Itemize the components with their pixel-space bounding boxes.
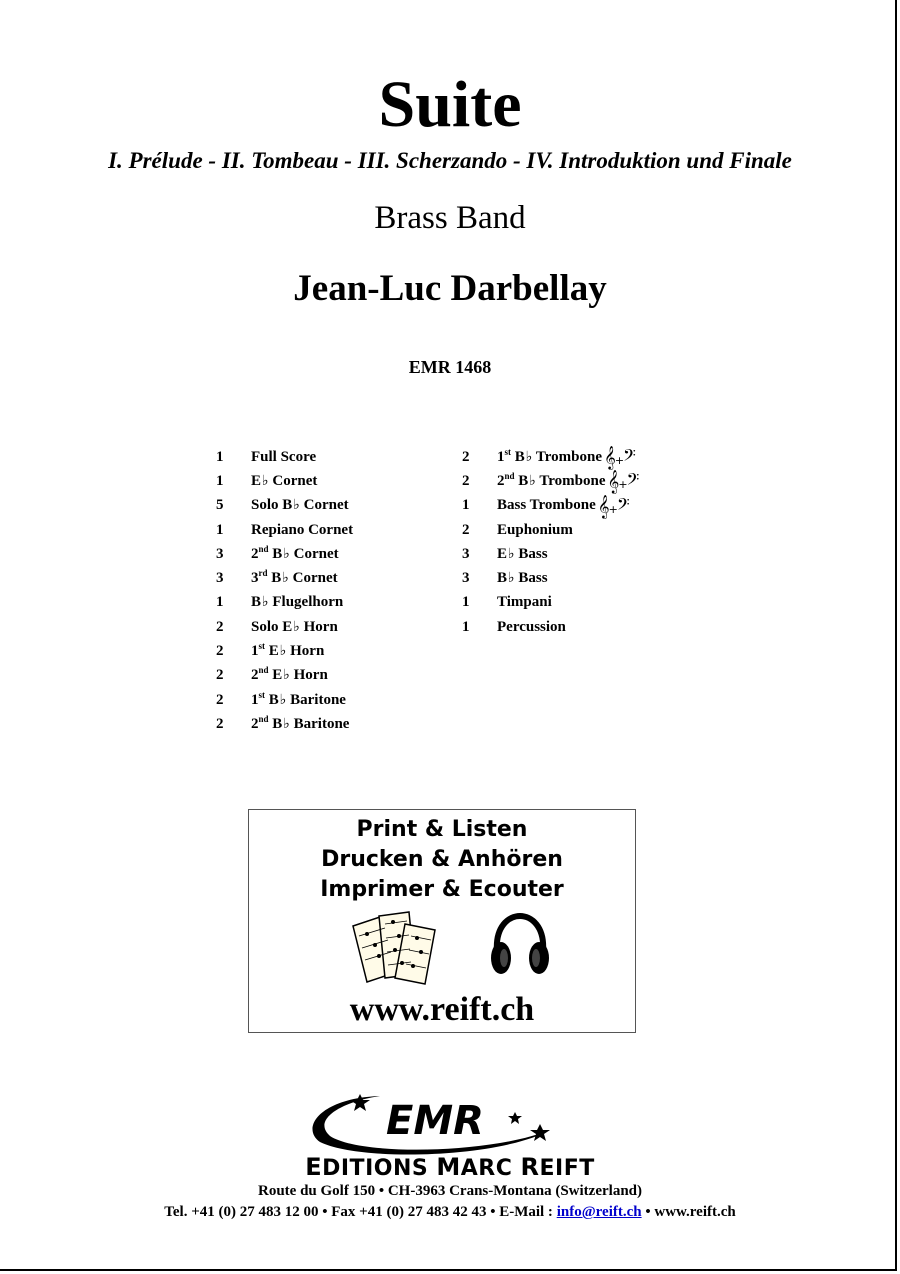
- part-row: [462, 518, 638, 542]
- part-row: [462, 542, 638, 566]
- part-row: [216, 494, 353, 518]
- promo-box: [248, 809, 636, 1033]
- composer: Jean-Luc Darbellay: [293, 268, 607, 309]
- part-name: 2nd B♭ Trombone: [497, 470, 606, 489]
- part-name: Repiano Cornet: [251, 521, 354, 538]
- promo-line-german: Drucken & Anhören: [321, 847, 563, 872]
- clefs-icon: 𝄞+𝄢: [597, 493, 629, 518]
- flat-icon: ♭: [508, 546, 515, 562]
- bass-clef-icon: 𝄢: [623, 445, 635, 470]
- part-row: [216, 712, 353, 736]
- flat-icon: ♭: [279, 692, 287, 708]
- headphones-icon: [489, 912, 551, 980]
- part-row: [216, 469, 353, 493]
- flat-icon: ♭: [282, 571, 289, 587]
- part-quantity: 2: [216, 643, 224, 660]
- part-name: E♭ Bass: [497, 545, 548, 562]
- flat-icon: ♭: [293, 619, 300, 635]
- flat-icon: ♭: [529, 473, 536, 489]
- flat-icon: ♭: [262, 595, 269, 611]
- part-quantity: 2: [216, 667, 224, 684]
- part-quantity: 2: [462, 521, 470, 538]
- flat-icon: ♭: [279, 644, 287, 660]
- part-name: Full Score: [251, 448, 317, 465]
- part-quantity: 2: [216, 715, 224, 732]
- part-quantity: 1: [462, 594, 470, 611]
- flat-icon: ♭: [283, 668, 290, 684]
- part-quantity: 3: [462, 570, 470, 587]
- part-row: [216, 518, 353, 542]
- publisher-name: EDITIONS MARC REIFT: [305, 1153, 595, 1181]
- part-name: 2nd E♭ Horn: [251, 665, 328, 684]
- publisher-contact: Tel. +41 (0) 27 483 12 00 • Fax +41 (0) 27 483 42 43 • E-Mail : info@reift.ch • www.reift.ch: [164, 1204, 736, 1220]
- part-row: [216, 664, 353, 688]
- part-name: Solo E♭ Horn: [251, 618, 338, 635]
- subtitle: I. Prélude - II. Tombeau - III. Scherzando - IV. Introduktion und Finale: [108, 148, 792, 173]
- promo-line-english: Print & Listen: [356, 817, 528, 842]
- logo-text: EMR: [386, 1098, 484, 1144]
- part-row: [462, 615, 638, 639]
- flat-icon: ♭: [293, 498, 300, 514]
- part-name: Solo B♭ Cornet: [251, 497, 349, 514]
- part-quantity: 3: [216, 570, 224, 587]
- catalog-number: EMR 1468: [408, 357, 492, 377]
- part-quantity: 5: [216, 497, 224, 514]
- part-row: [216, 445, 353, 469]
- flat-icon: ♭: [283, 716, 290, 732]
- promo-line-french: Imprimer & Ecouter: [320, 877, 564, 902]
- treble-clef-icon: 𝄞: [603, 445, 615, 470]
- part-name: E♭ Cornet: [251, 472, 318, 489]
- part-quantity: 1: [216, 594, 224, 611]
- bass-clef-icon: 𝄢: [626, 469, 639, 494]
- flat-icon: ♭: [525, 449, 533, 465]
- promo-url[interactable]: www.reift.ch: [349, 991, 535, 1028]
- part-name: 2nd B♭ Cornet: [251, 543, 339, 562]
- flat-icon: ♭: [508, 571, 515, 587]
- part-quantity: 2: [216, 618, 224, 635]
- part-quantity: 3: [216, 545, 224, 562]
- part-quantity: 1: [216, 521, 224, 538]
- part-quantity: 1: [462, 618, 470, 635]
- flat-icon: ♭: [262, 473, 269, 489]
- ensemble: Brass Band: [374, 200, 526, 236]
- part-name: 1st B♭ Baritone: [251, 689, 346, 708]
- part-name: Timpani: [497, 594, 552, 611]
- part-quantity: 1: [462, 497, 470, 514]
- part-row: [216, 542, 353, 566]
- part-row: [216, 615, 353, 639]
- part-row: [216, 566, 353, 590]
- parts-list-right: [462, 445, 638, 639]
- sheet-music-icon: [349, 910, 444, 985]
- part-row: [462, 469, 638, 493]
- part-quantity: 1: [216, 448, 224, 465]
- email-link[interactable]: info@reift.ch: [556, 1204, 642, 1220]
- part-row: [216, 591, 353, 615]
- part-row: [462, 566, 638, 590]
- part-row: [216, 688, 353, 712]
- part-name: Percussion: [497, 618, 566, 635]
- part-name: B♭ Bass: [497, 570, 548, 587]
- part-name: Euphonium: [497, 521, 573, 538]
- part-name: B♭ Flugelhorn: [251, 594, 344, 611]
- clefs-icon: 𝄞+𝄢: [607, 469, 639, 494]
- part-quantity: 3: [462, 545, 470, 562]
- page-title: Suite: [378, 68, 522, 141]
- flat-icon: ♭: [283, 546, 290, 562]
- emr-logo: [300, 1090, 570, 1156]
- part-name: 2nd B♭ Baritone: [251, 713, 350, 732]
- part-name: 3rd B♭ Cornet: [251, 568, 338, 587]
- part-quantity: 2: [216, 691, 224, 708]
- bass-clef-icon: 𝄢: [616, 493, 629, 518]
- part-quantity: 1: [216, 472, 224, 489]
- part-row: [462, 445, 638, 469]
- treble-clef-icon: 𝄞: [607, 469, 619, 494]
- part-quantity: 2: [462, 448, 470, 465]
- publisher-address: Route du Golf 150 • CH-3963 Crans-Montana (Switzerland): [258, 1183, 642, 1199]
- clefs-icon: 𝄞+𝄢: [603, 445, 635, 470]
- part-quantity: 2: [462, 472, 470, 489]
- part-name: Bass Trombone: [497, 497, 596, 514]
- part-row: [216, 639, 353, 663]
- part-row: [462, 591, 638, 615]
- parts-list-left: [216, 445, 353, 737]
- part-name: 1st B♭ Trombone: [497, 446, 602, 465]
- part-row: [462, 494, 638, 518]
- part-name: 1st E♭ Horn: [251, 641, 325, 660]
- treble-clef-icon: 𝄞: [597, 493, 609, 518]
